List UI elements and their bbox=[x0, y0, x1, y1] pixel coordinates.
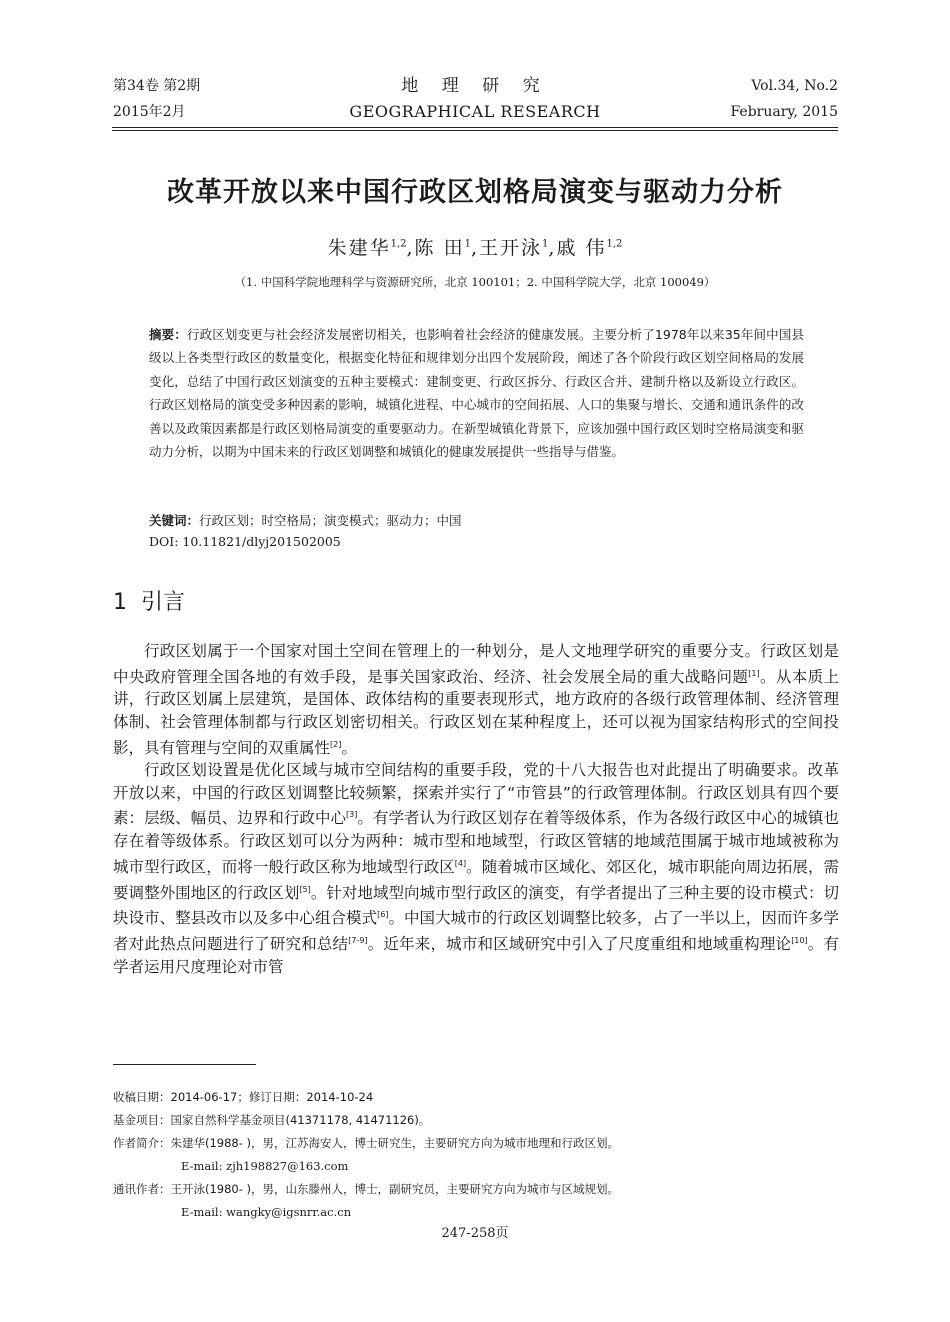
text-run: 行政区划属于一个国家对国土空间在管理上的一种划分，是人文地理学研究的重要分支。行政区划是中央政府管理全国各地的有效手段，是事关国家政治、经济、社会发展全局的重大战略问题 bbox=[113, 642, 839, 686]
date-en: February, 2015 bbox=[730, 104, 838, 120]
affiliations: （1. 中国科学院地理科学与资源研究所，北京 100101；2. 中国科学院大学，北京 100049） bbox=[234, 275, 716, 289]
author-name: 王开泳 bbox=[479, 237, 543, 259]
text-run: 。随着城市区域化、郊区化，城市职能向周边拓展，需要调整外围地区的行政区划 bbox=[113, 857, 839, 902]
text-run: 。有学者认为行政区划存在着等级体系，作为各级行政区中心的城镇也存在着等级体系。行政区划可以分为两种：城市型和地域型，行政区管辖的地域范围属于城市地域被称为城市型行政区，而将一般行政区称为地域型行政区 bbox=[113, 809, 839, 876]
footnotes bbox=[113, 1086, 619, 1224]
citation: [1] bbox=[748, 668, 760, 678]
text-run: 。针对地域型向城市型行政区的演变，有学者提出了三种主要的设市模式：切块设市、整县改市以及多中心组合模式 bbox=[113, 883, 839, 928]
text-run: 。从本质上讲，行政区划属上层建筑，是国体、政体结构的重要表现形式，地方政府的各级行政管理体制、经济管理体制、社会管理体制都与行政区划密切相关。行政区划在某种程度上，还可以视为国家结构形式的空间投影，具有管理与空间的双重属性 bbox=[113, 667, 839, 757]
author-affil-mark: 1 bbox=[464, 238, 471, 250]
text-run: 。近年来，城市和区域研究中引入了尺度重组和地域重构理论 bbox=[367, 935, 792, 954]
footnote-rule bbox=[113, 1064, 256, 1065]
citation: [4] bbox=[454, 858, 467, 868]
text-run: 行政区划设置是优化区域与城市空间结构的重要手段，党的十八大报告也对此提出了明确要求。改革开放以来，中国的行政区划调整比较频繁，探索并实行了“市管县”的行政管理体制。行政区划具有四个要素：层级、幅员、边界和行政中心 bbox=[113, 761, 839, 828]
author-list: 朱建华$^{1,2}$,陈 田$^1$,王开泳$^1$,戚 伟$^{1,2}$ bbox=[327, 237, 623, 259]
citation: [5] bbox=[299, 884, 311, 894]
received-date: 收稿日期：2014-06-17；修订日期：2014-10-24 bbox=[113, 1090, 374, 1104]
author-name: 陈 田 bbox=[414, 237, 465, 259]
text-run: 。中国大城市的行政区划调整比较多，占了一半以上，因而许多学者对此热点问题进行了研究和总结 bbox=[113, 909, 839, 954]
citation: [3] bbox=[346, 810, 358, 820]
journal-name-cn: 地 理 研 究 bbox=[401, 76, 549, 96]
citation: [10] bbox=[791, 936, 808, 946]
fund-info: 基金项目：国家自然科学基金项目(41371178, 41471126)。 bbox=[113, 1113, 431, 1127]
body-text bbox=[113, 640, 839, 978]
author-intro: 作者简介：朱建华(1988- )，男，江苏海安人，博士研究生，主要研究方向为城市地理和行政区划。 bbox=[113, 1136, 620, 1150]
corresponding-author: 通讯作者：王开泳(1980- )，男，山东滕州人，博士，副研究员，主要研究方向为城市与区域规划。 bbox=[113, 1182, 620, 1196]
paragraph bbox=[113, 759, 839, 978]
abstract bbox=[149, 323, 804, 463]
author-name: 朱建华 bbox=[327, 237, 391, 259]
article-title: 改革开放以来中国行政区划格局演变与驱动力分析 bbox=[167, 177, 783, 208]
keywords-label: 关键词： bbox=[149, 513, 200, 528]
paragraph bbox=[113, 640, 839, 759]
date-cn: 2015年2月 bbox=[113, 104, 186, 120]
keywords-text: 行政区划；时空格局；演变模式；驱动力；中国 bbox=[199, 513, 462, 528]
section-number: 1 bbox=[113, 590, 127, 615]
abstract-label: 摘要： bbox=[149, 327, 187, 342]
citation: [6] bbox=[377, 910, 389, 920]
citation: [7-9] bbox=[348, 936, 368, 946]
keywords bbox=[149, 511, 462, 529]
page-range: 247-258页 bbox=[441, 1226, 509, 1241]
text-run: 。 bbox=[341, 738, 357, 757]
section-heading bbox=[113, 585, 185, 616]
section-title: 引言 bbox=[141, 590, 186, 615]
header-rule-double bbox=[112, 130, 838, 131]
author-affil-mark: 1,2 bbox=[390, 238, 407, 250]
text-run: 。有学者运用尺度理论对市管 bbox=[113, 935, 839, 976]
citation: [2] bbox=[330, 739, 342, 749]
author-name: 戚 伟 bbox=[556, 237, 607, 259]
author-email: E-mail: zjh198827@163.com bbox=[181, 1159, 349, 1173]
volume-issue-cn: 第34卷 第2期 bbox=[113, 78, 201, 94]
volume-issue-en: Vol.34, No.2 bbox=[751, 78, 838, 94]
corresponding-email: E-mail: wangky@igsnrr.ac.cn bbox=[181, 1205, 352, 1219]
journal-name-en: GEOGRAPHICAL RESEARCH bbox=[349, 102, 601, 121]
abstract-text: 行政区划变更与社会经济发展密切相关，也影响着社会经济的健康发展。主要分析了1978年以来35年间中国县级以上各类型行政区的数量变化，根据变化特征和规律划分出四个发展阶段，阐述了各个阶段行政区划空间格局的发展变化，总结了中国行政区划演变的五种主要模式：建制变更、行政区拆分、行政区合并、建制升格以及新设立行政区。行政区划格局的演变受多种因素的影响，城镇化进程、中心城市的空间拓展、人口的集聚与增长、交通和通讯条件的改善以及政策因素都是行政区划格局演变的重要驱动力。在新型城镇化背景下，应该加强中国行政区划时空格局演变和驱动力分析，以期为中国未来的行政区划调整和城镇化的健康发展提供一些指导与借鉴。 bbox=[149, 327, 804, 460]
author-affil-mark: 1 bbox=[542, 238, 549, 250]
header-rule bbox=[112, 127, 838, 128]
doi: DOI: 10.11821/dlyj201502005 bbox=[149, 534, 341, 549]
author-affil-mark: 1,2 bbox=[606, 238, 623, 250]
